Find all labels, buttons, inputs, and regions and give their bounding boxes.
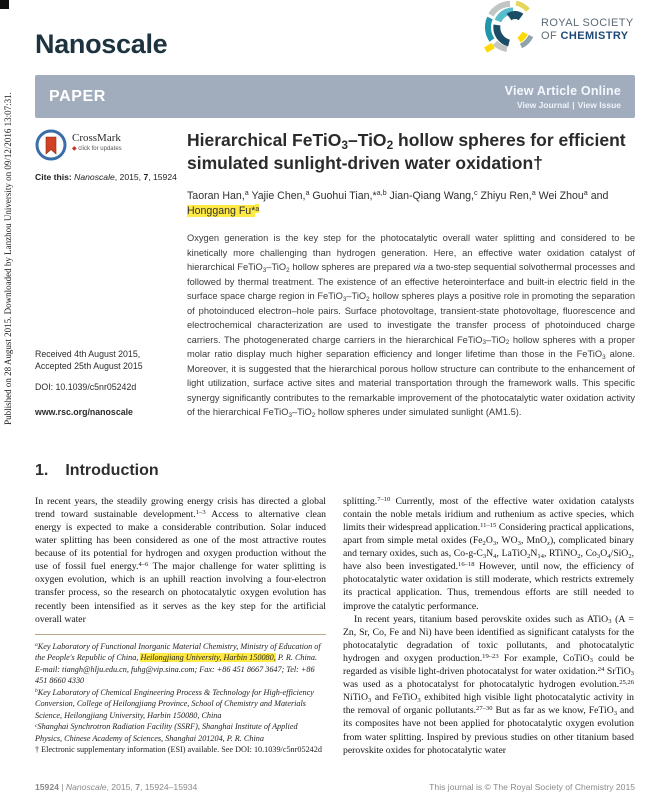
paragraph: In recent years, the steadily growing energy crisis has directed a global trend toward sustainable development.$^{1-3}$ Access to alternative clean energy is expected to make a considerable contribution. Solar induced water splitting has been considered as one of the most attractive routes because of its potential for hydrogen and oxygen production without the use of fossil fuel energy.$^{4-6}$ The major challenge for water splitting is oxygen evolution, which is an uphill reaction involving a four-electron transfer process, so the research on photocatalytic oxygen evolution has recently been intensified as it serves as the key step for the artificial overall water: [35, 495, 327, 625]
paragraph: In recent years, titanium based perovskite oxides such as ATiO$_3$ (A = Zn, Sr, Co, Fe and Ni) have been identified as significant catalysts for the photocatalytic degradation of toxic pollutants, and photocatalytic hydrogen and oxygen production.$^{19-23}$ For example, CoTiO$_3$ could be regarded as visible light-driven photocatalyst for water oxidation.$^{24}$ SrTiO$_3$ was used as a photocatalyst for photocatalytic hydrogen evolution.$^{25,26}$ NiTiO$_3$ and FeTiO$_3$ exhibited high visible light photocatalytic activity in the removal of organic pollutants.$^{27-30}$ But as far as we know, FeTiO$_3$ and its composites have not been applied for photocatalytic oxygen evolution from water splitting. Inspired by previous studies on other titanium based perovskite oxides for photocatalytic water: [343, 613, 635, 756]
abstract: Oxygen generation is the key step for the photocatalytic overall water splitting and considered to be kinetically more challenging than hydrogen generation. Here, an effective water oxidation catalyst of hierarchical FeTiO$_3$–TiO$_2$ hollow spheres are prepared via a two-step sequential solvothermal processes and followed by thermal treatment. The existence of an effective heterointerface and built-in electric field in the surface space charge region in FeTiO$_3$–TiO$_2$ hollow spheres plays a positive role in promoting the separation of photoinduced electron–hole pairs. Surface photovoltage, transient-state photovoltage, fluorescence and electrochemical characterization are used to investigate the transfer process of photoinduced charge carriers. The photogenerated charge carriers in the hierarchical FeTiO$_3$–TiO$_2$ hollow spheres with a proper molar ratio display much higher separation efficiency and longer lifetime than those in the FeTiO$_3$ alone. Moreover, it is suggested that the hierarchical porous hollow structure can contribute to the enhancement of light utilization, surface active sites and material transportation through the framework walls. This specific synergy significantly contributes to the remarkable improvement of the photocatalytic water oxidation activity of the hierarchical FeTiO$_3$–TiO$_2$ hollow spheres under simulated sunlight (AM1.5).: [187, 233, 635, 419]
body-column-right: [343, 495, 634, 757]
section-heading-introduction: [35, 462, 635, 480]
footnote-c: $^c$Shanghai Synchrotron Radiation Facility (SSRF), Shanghai Institute of Applied Physics, Chinese Academy of Sciences, Shanghai 201204, P. R. China: [35, 722, 298, 743]
section-label: Introduction: [65, 461, 159, 479]
view-issue-link[interactable]: View Issue: [577, 99, 621, 110]
cite-this: Cite this: Nanoscale, 2015, 7, 15924: [35, 172, 177, 182]
received-dates: [35, 348, 185, 418]
footnote-a: $^a$Key Laboratory of Functional Inorganic Material Chemistry, Ministry of Education of the People's Republic of China, Heilongjiang University, Harbin 150080, P. R. China. E-mail: tiangh@hlju.edu.cn, fuhg@vip.sina.com; Fax: +86 451 8667 3647; Tel: +86 451 8660 4330: [35, 641, 321, 686]
footnote-b: $^b$Key Laboratory of Chemical Engineering Process & Technology for High-efficiency Conversion, College of Heilongjiang Province, School of Chemistry and Materials Science, Heilongjiang University, Harbin 150080, China: [35, 687, 314, 720]
paragraph: splitting.$^{7-10}$ Currently, most of the effective water oxidation catalysts contain the noble metals iridium and ruthenium as active species, which limits their widespread application.$^{11-15}$ Considering practical applications, apart from simple metal oxides ($Fe_2O_3$, $WO_3$, MnO$_x$), complicated binary and ternary oxides, such as, $Co-g-C_3N_4$, $LaTiO_2N_{14}$, RTiNO$_2$, $Co_3O_4/SiO_2$, have also been investigated.$^{16-18}$ However, until now, the efficiency of photocatalytic water oxidation is still moderate, which restricts extremely its practical application. Thus, tremendous efforts are still needed to improve the catalytic performance.: [343, 495, 635, 612]
rsc-logo-line2-of: OF: [541, 30, 561, 42]
masthead: [35, 0, 635, 62]
download-stamp: Published on 28 August 2015. Downloaded by Lanzhou University on 09/12/2016 13:07:31.: [3, 92, 13, 425]
copyright-notice: This journal is © The Royal Society of Chemistry 2015: [429, 782, 635, 792]
rsc-logo: [483, 0, 635, 54]
article-title: Hierarchical FeTiO$_3$–TiO$_2$ hollow spheres for efficient simulated sunlight-driven water oxidation†: [187, 130, 626, 174]
rsc-logo-line1: ROYAL SOCIETY: [541, 17, 634, 29]
journal-title: Nanoscale: [35, 29, 168, 59]
footnote-esi: † Electronic supplementary information (ESI) available. See DOI: 10.1039/c5nr05242d: [35, 745, 322, 755]
svg-text:OF CHEMISTRY: [541, 30, 629, 42]
footnote-rule: [35, 634, 326, 635]
received-date: Received 4th August 2015,: [35, 349, 141, 359]
rsc-logo-line2-chem: CHEMISTRY: [560, 30, 629, 42]
crossmark-badge[interactable]: [35, 129, 185, 161]
view-journal-link[interactable]: View Journal: [517, 99, 570, 110]
page-citation: 15924 | Nanoscale, 2015, 7, 15924–15934: [35, 782, 198, 792]
author-list: Taoran Han,$^a$ Yajie Chen,$^a$ Guohui Tian,*$^{a,b}$ Jian-Qiang Wang,$^c$ Zhiyu Ren,$^a$ Wei Zhou$^a$ and Honggang Fu*$^a$: [187, 188, 609, 218]
view-article-online-link[interactable]: View Article Online: [504, 83, 621, 98]
accepted-date: Accepted 25th August 2015: [35, 361, 143, 372]
svg-text:ROYAL SOCIETY: [541, 17, 634, 29]
body-column-left: [35, 495, 326, 757]
scan-artifact: [0, 0, 9, 9]
view-links-separator: |: [572, 99, 575, 110]
article-type-label: PAPER: [49, 87, 106, 105]
section-number: 1.: [35, 461, 49, 479]
rsc-logo-icon: [483, 0, 635, 54]
journal-website-link[interactable]: www.rsc.org/nanoscale: [35, 406, 133, 417]
doi: DOI: 10.1039/c5nr05242d: [35, 381, 137, 392]
page-footer: [35, 782, 635, 792]
crossmark-sublabel: ◆ click for updates: [72, 146, 122, 152]
article-type-bar: [35, 75, 635, 118]
crossmark-diamond-icon: ◆: [72, 146, 77, 152]
crossmark-label: CrossMark: [72, 132, 121, 144]
crossmark-icon: [35, 129, 67, 161]
